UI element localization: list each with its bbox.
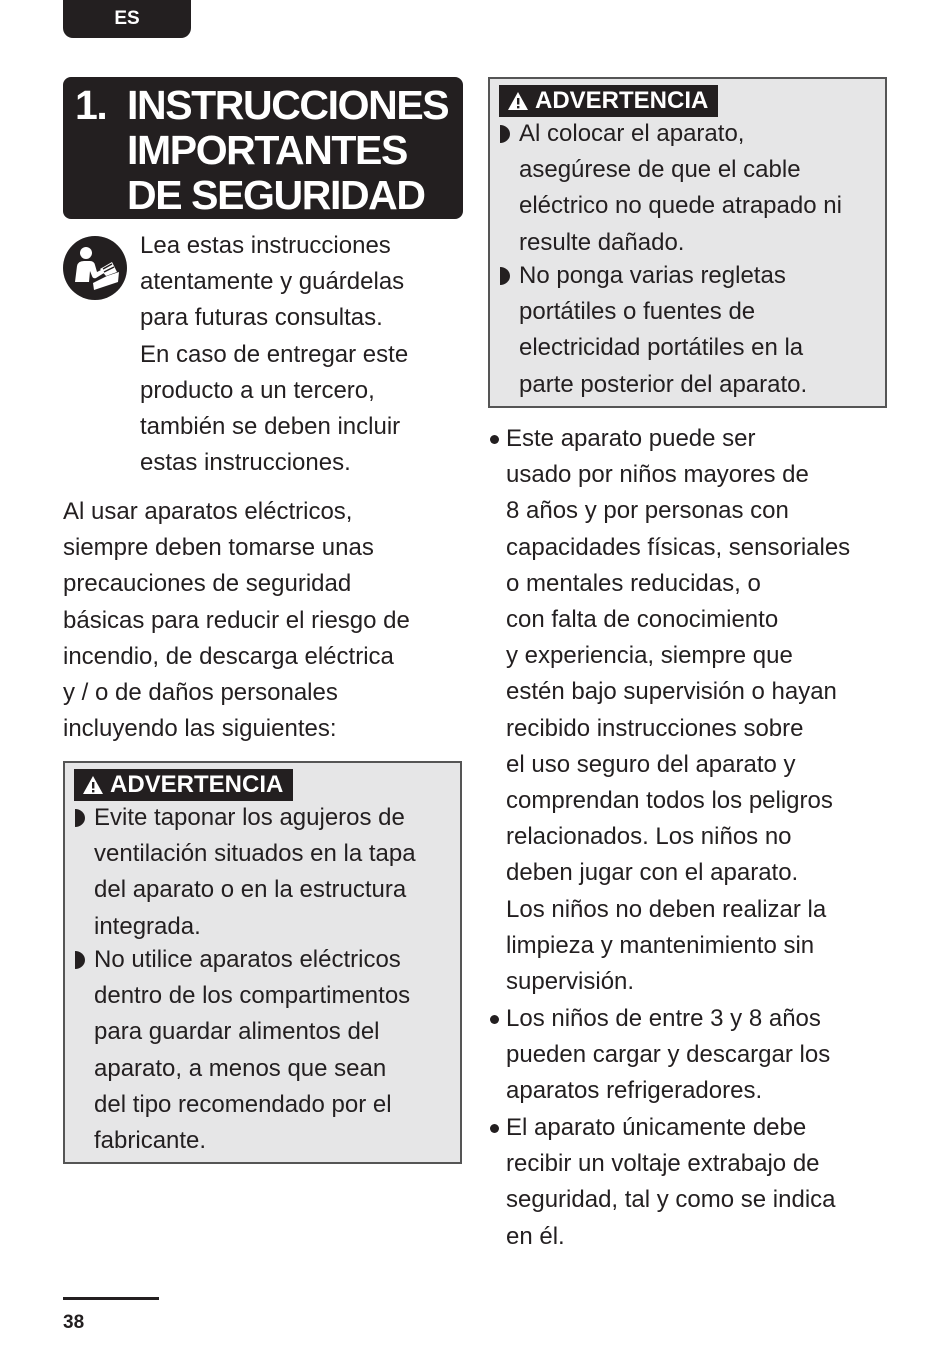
text-line: Lea estas instrucciones bbox=[140, 232, 391, 259]
text-line: portátiles o fuentes de bbox=[519, 298, 756, 326]
bullet-dot bbox=[490, 435, 499, 444]
warning-label: ADVERTENCIA bbox=[110, 771, 284, 798]
safety-paragraph bbox=[63, 494, 463, 747]
half-circle-bullet-icon bbox=[500, 125, 510, 143]
text-line: limpieza y mantenimiento sin bbox=[506, 931, 815, 959]
text-line: integrada. bbox=[94, 912, 201, 940]
text-line: capacidades físicas, sensoriales bbox=[506, 533, 851, 561]
text-line: en él. bbox=[506, 1222, 565, 1250]
text-line: del aparato o en la estructura bbox=[94, 876, 407, 904]
text-line: atentamente y guárdelas bbox=[140, 268, 405, 296]
text-line: seguridad, tal y como se indica bbox=[506, 1186, 836, 1214]
text-line: Evite taponar los agujeros de bbox=[94, 804, 405, 831]
text-line: el uso seguro del aparato y bbox=[506, 750, 796, 778]
text-line: siempre deben tomarse unas bbox=[63, 534, 374, 562]
text-line: supervisión. bbox=[506, 968, 635, 996]
text-line: aparatos refrigeradores. bbox=[506, 1077, 763, 1105]
text-line: ventilación situados en la tapa bbox=[94, 840, 416, 868]
page-number: 38 bbox=[63, 1312, 85, 1333]
text-line: No ponga varias regletas bbox=[519, 262, 786, 289]
text-line: Este aparato puede ser bbox=[506, 425, 756, 452]
warning-box-left bbox=[63, 761, 462, 1164]
text-line: usado por niños mayores de bbox=[506, 461, 809, 489]
text-line: asegúrese de que el cable bbox=[519, 156, 801, 184]
text-line: dentro de los compartimentos bbox=[94, 982, 411, 1010]
text-line: con falta de conocimiento bbox=[506, 606, 779, 634]
text-line: fabricante. bbox=[94, 1127, 207, 1155]
language-tab: ES bbox=[63, 0, 191, 38]
text-line: En caso de entregar este bbox=[140, 340, 409, 368]
warning-box-right bbox=[488, 77, 887, 408]
text-line: básicas para reducir el riesgo de bbox=[63, 606, 410, 634]
warning-triangle-icon bbox=[82, 775, 104, 795]
text-line: No utilice aparatos eléctricos bbox=[94, 946, 401, 973]
title-line: IMPORTANTES bbox=[127, 127, 407, 173]
intro-text bbox=[140, 228, 460, 481]
text-line: comprendan todos los peligros bbox=[506, 787, 833, 815]
section-title bbox=[63, 77, 463, 219]
half-circle-bullet-icon bbox=[75, 809, 85, 827]
text-line: precauciones de seguridad bbox=[63, 570, 352, 598]
text-line: producto a un tercero, bbox=[140, 376, 375, 404]
text-line: El aparato únicamente debe bbox=[506, 1114, 807, 1141]
text-line: y experiencia, siempre que bbox=[506, 642, 793, 670]
text-line: aparato, a menos que sean bbox=[94, 1054, 387, 1082]
text-line: Al colocar el aparato, bbox=[519, 120, 745, 147]
half-circle-bullet-icon bbox=[500, 267, 510, 285]
text-line: incluyendo las siguientes: bbox=[63, 715, 337, 743]
half-circle-bullet-icon bbox=[75, 951, 85, 969]
warning-heading bbox=[74, 769, 293, 801]
text-line: resulte dañado. bbox=[519, 228, 685, 256]
text-line: y / o de daños personales bbox=[63, 679, 338, 707]
text-line: incendio, de descarga eléctrica bbox=[63, 642, 394, 670]
title-line: DE SEGURIDAD bbox=[127, 172, 425, 218]
text-line: Los niños no deben realizar la bbox=[506, 895, 827, 923]
text-line: o mentales reducidas, o bbox=[506, 569, 761, 597]
footer-rule bbox=[63, 1297, 159, 1300]
bullet-dot bbox=[490, 1124, 499, 1133]
warning-label: ADVERTENCIA bbox=[535, 87, 709, 114]
text-line: deben jugar con el aparato. bbox=[506, 859, 799, 887]
warning-heading bbox=[499, 85, 718, 117]
text-line: pueden cargar y descargar los bbox=[506, 1041, 831, 1069]
text-line: estas instrucciones. bbox=[140, 449, 351, 477]
read-manual-icon bbox=[63, 236, 127, 300]
text-line: Al usar aparatos eléctricos, bbox=[63, 498, 353, 525]
title-line: INSTRUCCIONES bbox=[127, 82, 449, 128]
text-line: relacionados. Los niños no bbox=[506, 823, 792, 851]
text-line: Los niños de entre 3 y 8 años bbox=[506, 1005, 821, 1032]
bullet-dot bbox=[490, 1015, 499, 1024]
text-line: eléctrico no quede atrapado ni bbox=[519, 192, 842, 220]
text-line: recibido instrucciones sobre bbox=[506, 714, 804, 742]
text-line: parte posterior del aparato. bbox=[519, 370, 808, 398]
text-line: electricidad portátiles en la bbox=[519, 334, 804, 362]
section-number: 1. bbox=[75, 82, 107, 128]
text-line: para guardar alimentos del bbox=[94, 1018, 380, 1046]
text-line: para futuras consultas. bbox=[140, 304, 383, 332]
warning-triangle-icon bbox=[507, 91, 529, 111]
text-line: recibir un voltaje extrabajo de bbox=[506, 1150, 820, 1178]
text-line: del tipo recomendado por el bbox=[94, 1090, 392, 1118]
text-line: también se deben incluir bbox=[140, 413, 401, 441]
text-line: estén bajo supervisión o hayan bbox=[506, 678, 837, 706]
text-line: 8 años y por personas con bbox=[506, 497, 789, 525]
